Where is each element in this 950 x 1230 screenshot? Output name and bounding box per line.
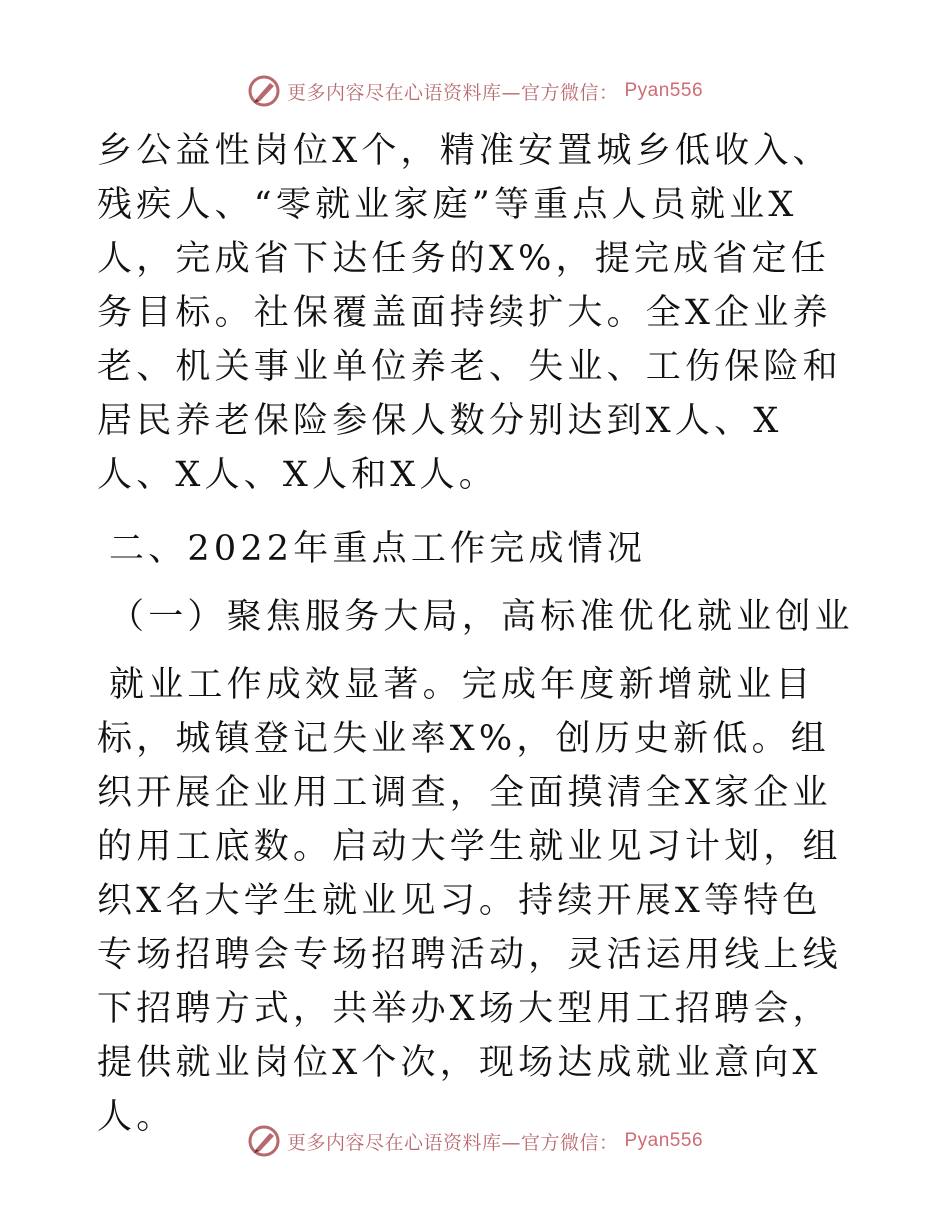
watermark-text: 更多内容尽在心语资料库—官方微信：	[286, 1131, 619, 1154]
paragraph-social-security: 乡公益性岗位X个，精准安置城乡低收入、残疾人、“零就业家庭”等重点人员就业X人，完成省下达任务的X%，提完成省定任务目标。社保覆盖面持续扩大。全X企业养老、机关事业单位养老、失业、工伤保险和居民养老保险参保人数分别达到X人、X人、X人、X人和X人。	[97, 131, 842, 495]
pen-circle-icon	[247, 74, 281, 108]
paragraph-employment: 就业工作成效显著。完成年度新增就业目标，城镇登记失业率X%，创历史新低。组织开展企业用工调查，全面摸清全X家企业的用工底数。启动大学生就业见习计划，组织X名大学生就业见习。持续开展X等特色专场招聘会专场招聘活动，灵活运用线上线下招聘方式，共举办X场大型用工招聘会，提供就业岗位X个次，现场达成就业意向X人。	[97, 665, 842, 1137]
watermark-wechat-id: Pyan556	[624, 1130, 704, 1151]
header-watermark	[0, 74, 950, 108]
watermark-text: 更多内容尽在心语资料库—官方微信：	[286, 81, 619, 104]
pen-circle-icon	[247, 1124, 281, 1158]
watermark-wechat-id: Pyan556	[624, 80, 704, 101]
document-body	[97, 124, 857, 1144]
subsection-heading-employment: （一）聚焦服务大局，高标准优化就业创业	[109, 597, 854, 637]
footer-watermark	[0, 1124, 950, 1158]
section-heading-2022: 二、2022年重点工作完成情况	[109, 529, 647, 569]
